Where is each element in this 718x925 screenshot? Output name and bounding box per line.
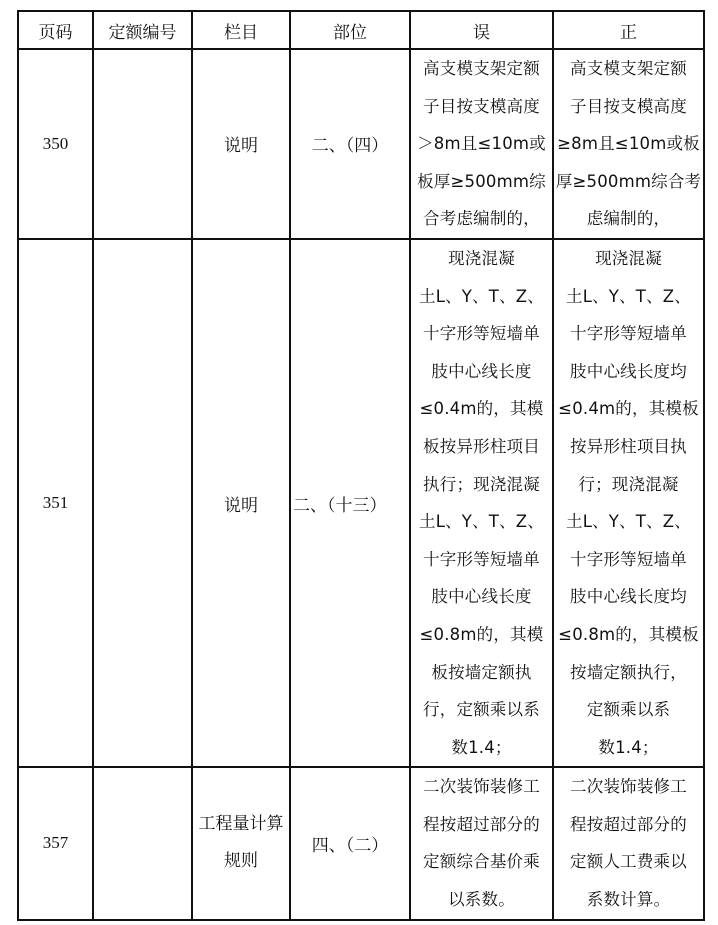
wrong-line: 土L、Y、T、Z、	[419, 512, 544, 532]
correct-line: 厚≥500mm综合考	[555, 171, 702, 191]
correct-line: 子目按支模高度	[570, 96, 687, 116]
wrong-line: 肢中心线长度	[431, 587, 532, 607]
correct-line: 虑编制的，	[586, 209, 671, 229]
correct-line: ≤0.8m的，其模板	[558, 624, 699, 644]
wrong-line: 板厚≥500mm综	[417, 171, 546, 191]
correct-line: 行；现浇混凝	[578, 474, 679, 494]
position-cell: 四、（二）	[290, 767, 410, 919]
header-page: 页码	[18, 11, 93, 49]
quota-no-cell	[93, 49, 192, 239]
wrong-line: 定额综合基价乘	[423, 852, 540, 872]
correct-line: ≤0.4m的，其模板	[558, 399, 699, 419]
correct-line: 系数计算。	[586, 890, 671, 910]
correct-line: 定额人工费乘以	[570, 852, 687, 872]
wrong-line: 土L、Y、T、Z、	[419, 286, 544, 306]
wrong-cell	[410, 767, 553, 919]
header-correct: 正	[553, 11, 704, 49]
correct-line: 肢中心线长度均	[570, 587, 687, 607]
column-cell: 说明	[192, 239, 290, 767]
correct-line: 高支模支架定额	[570, 59, 687, 78]
correct-line: 肢中心线长度均	[570, 361, 687, 381]
table-row	[18, 49, 704, 239]
wrong-cell	[410, 49, 553, 239]
wrong-line: 二次装饰装修工	[423, 777, 540, 797]
position-cell: 二、（四）	[290, 49, 410, 239]
page-cell: 357	[18, 767, 93, 919]
column-line: 规则	[224, 851, 258, 872]
wrong-line: ＞8m且≤10m或	[417, 134, 546, 154]
correct-line: 按异形柱项目执	[570, 436, 687, 456]
correct-line: 现浇混凝	[595, 248, 662, 268]
correct-line: 十字形等短墙单	[570, 324, 687, 344]
quota-no-cell	[93, 767, 192, 919]
wrong-line: 以系数。	[448, 890, 515, 910]
correct-line: 定额乘以系	[586, 700, 671, 720]
column-cell: 说明	[192, 49, 290, 239]
correct-line: 土L、Y、T、Z、	[566, 512, 691, 532]
wrong-line: 板按异形柱项目	[423, 436, 540, 456]
quota-no-cell	[93, 239, 192, 767]
correct-cell	[553, 239, 704, 767]
correct-line: 十字形等短墙单	[570, 549, 687, 569]
header-row	[18, 11, 704, 49]
errata-table	[17, 10, 705, 921]
wrong-line: 高支模支架定额	[423, 59, 540, 78]
wrong-line: 子目按支模高度	[423, 96, 540, 116]
wrong-cell	[410, 239, 553, 767]
wrong-line: 板按墙定额执	[431, 662, 532, 682]
header-quota-no: 定额编号	[93, 11, 192, 49]
wrong-line: 现浇混凝	[448, 248, 515, 268]
wrong-line: 程按超过部分的	[423, 814, 540, 834]
correct-cell	[553, 767, 704, 919]
correct-line: 土L、Y、T、Z、	[566, 286, 691, 306]
wrong-line: 行，定额乘以系	[423, 700, 540, 720]
correct-line: 二次装饰装修工	[570, 777, 687, 797]
correct-line: 按墙定额执行，	[570, 662, 687, 682]
correct-line: ≥8m且≤10m或板	[557, 134, 700, 154]
wrong-line: ≤0.4m的，其模	[419, 399, 544, 419]
correct-cell	[553, 49, 704, 239]
header-position: 部位	[290, 11, 410, 49]
table-row	[18, 239, 704, 767]
correct-line: 程按超过部分的	[570, 814, 687, 834]
header-column: 栏目	[192, 11, 290, 49]
correct-line: 数1.4；	[598, 737, 659, 757]
wrong-line: 合考虑编制的，	[423, 209, 540, 229]
wrong-line: 执行；现浇混凝	[423, 474, 540, 494]
position-cell: 二、（十三）	[290, 239, 410, 767]
table-row	[18, 767, 704, 919]
wrong-line: ≤0.8m的，其模	[419, 624, 544, 644]
column-cell	[192, 767, 290, 919]
column-line: 工程量计算	[198, 814, 284, 835]
wrong-line: 十字形等短墙单	[423, 549, 540, 569]
page-cell: 350	[18, 49, 93, 239]
header-wrong: 误	[410, 11, 553, 49]
wrong-line: 数1.4；	[451, 737, 512, 757]
page-cell: 351	[18, 239, 93, 767]
wrong-line: 肢中心线长度	[431, 361, 532, 381]
wrong-line: 十字形等短墙单	[423, 324, 540, 344]
